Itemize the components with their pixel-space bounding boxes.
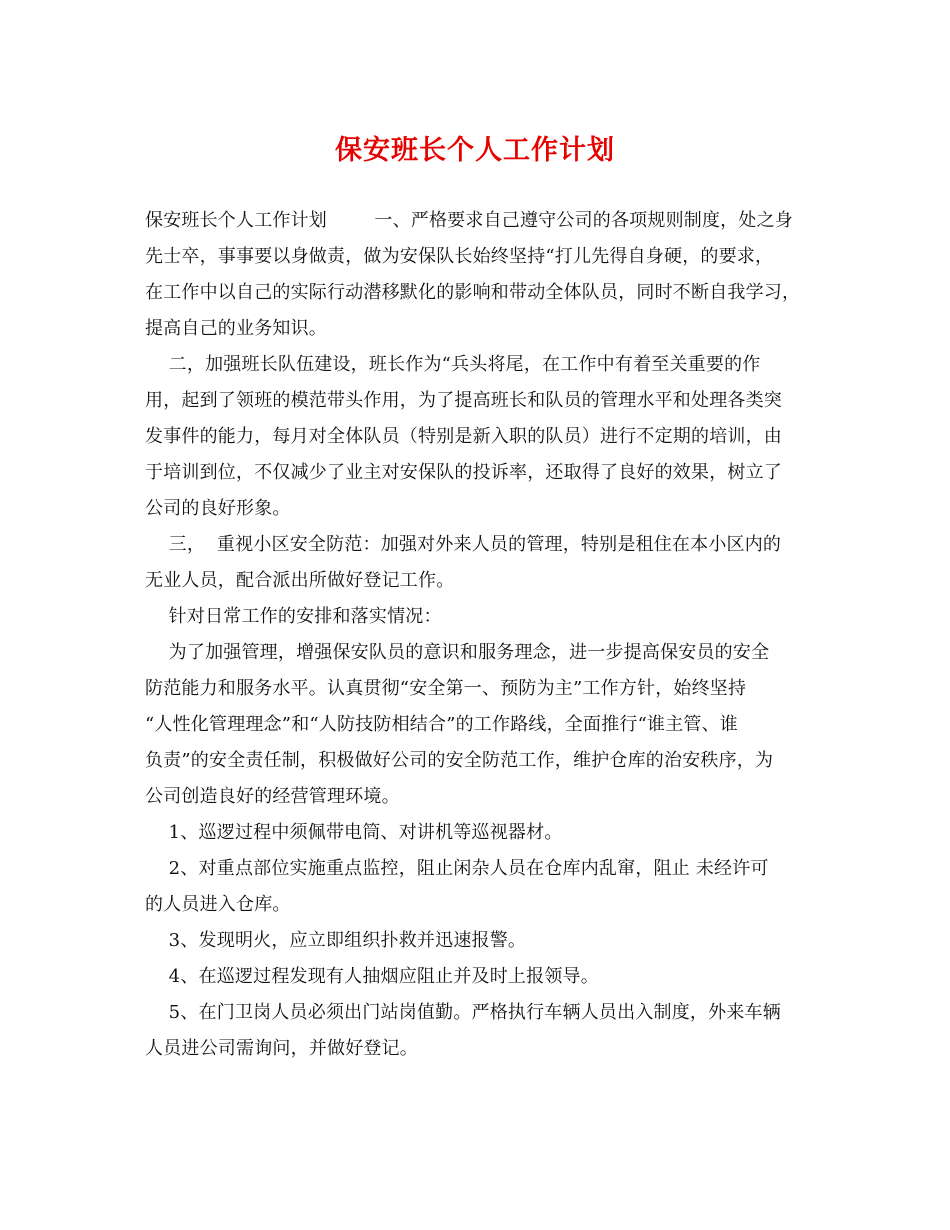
text-line: 发事件的能力，每月对全体队员（特别是新入职的队员）进行不定期的培训，由 — [145, 426, 782, 447]
text-line: 3、发现明火，应立即组织扑救并迅速报警。 — [145, 930, 527, 951]
text-line: 为了加强管理，增强保安队员的意识和服务理念，进一步提高保安员的安全 — [145, 642, 770, 663]
text-line: 公司的良好形象。 — [145, 498, 291, 519]
text-line: 负责”的安全责任制，积极做好公司的安全防范工作，维护仓库的治安秩序，为 — [145, 750, 774, 771]
text-line: “人性化管理理念”和“人防技防相结合”的工作路线，全面推行“谁主管、谁 — [145, 714, 739, 735]
text-line: 保安班长个人工作计划 一、严格要求自己遵守公司的各项规则制度，处之身 — [145, 210, 793, 231]
text-line: 5、在门卫岗人员必须出门站岗值勤。严格执行车辆人员出入制度，外来车辆 — [145, 1002, 781, 1023]
text-line: 公司创造良好的经营管理环境。 — [145, 786, 400, 807]
text-line: 用，起到了领班的模范带头作用，为了提高班长和队员的管理水平和处理各类突 — [145, 390, 782, 411]
text-line: 的人员进入仓库。 — [145, 894, 291, 915]
text-line: 二，加强班长队伍建设，班长作为“兵头将尾，在工作中有着至关重要的作 — [145, 354, 761, 375]
text-line: 4、在巡逻过程发现有人抽烟应阻止并及时上报领导。 — [145, 966, 599, 987]
text-line: 于培训到位，不仅减少了业主对安保队的投诉率，还取得了良好的效果，树立了 — [145, 462, 782, 483]
document-title: 保安班长个人工作计划 — [335, 135, 615, 166]
text-line: 防范能力和服务水平。认真贯彻“安全第一、预防为主”工作方针，始终坚持 — [145, 678, 747, 699]
text-line: 提高自己的业务知识。 — [145, 318, 327, 339]
text-line: 针对日常工作的安排和落实情况： — [145, 606, 442, 627]
text-line: 2、对重点部位实施重点监控，阻止闲杂人员在仓库内乱窜，阻止 未经许可 — [145, 858, 769, 879]
text-line: 在工作中以自己的实际行动潜移默化的影响和带动全体队员，同时不断自我学习， — [145, 282, 801, 303]
text-line: 人员进公司需询问，并做好登记。 — [145, 1038, 418, 1059]
text-line: 先士卒，事事要以身做责，做为安保队长始终坚持“打儿先得自身硬，的要求， — [145, 246, 774, 267]
text-line: 三， 重视小区安全防范：加强对外来人员的管理，特别是租住在本小区内的 — [145, 534, 782, 555]
text-line: 1、巡逻过程中须佩带电筒、对讲机等巡视器材。 — [145, 822, 563, 843]
text-line: 无业人员，配合派出所做好登记工作。 — [145, 570, 455, 591]
